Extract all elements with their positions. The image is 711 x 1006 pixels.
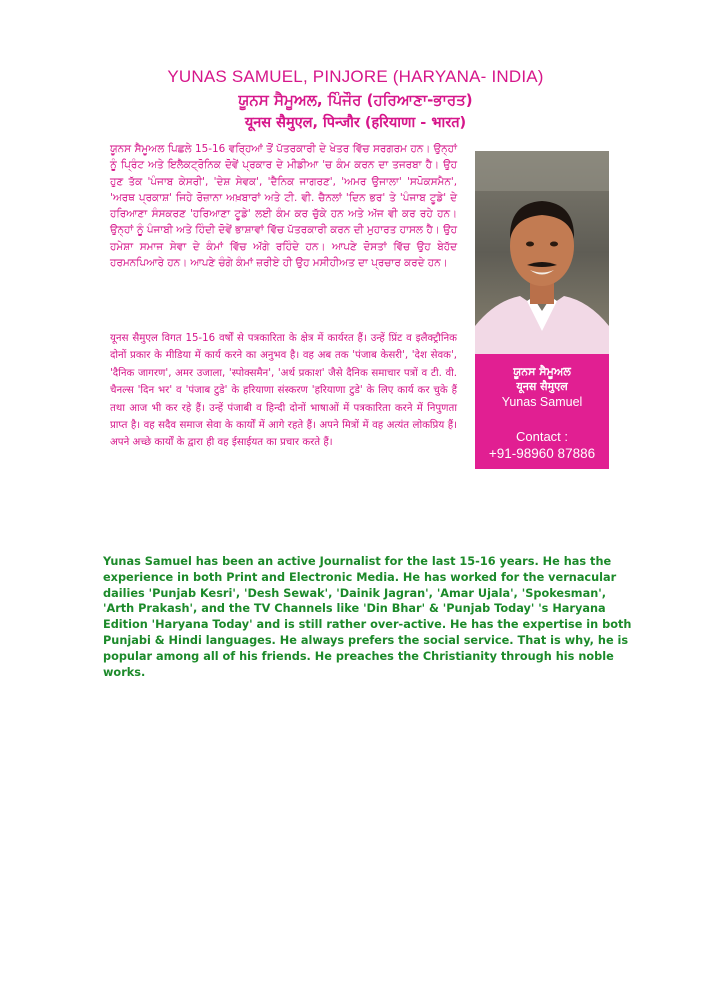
contact-label: Contact : xyxy=(515,429,569,444)
card-name-hindi: यूनस सैमुएल xyxy=(516,380,568,393)
title-english: YUNAS SAMUEL, PINJORE (HARYANA- INDIA) xyxy=(167,67,544,86)
card-name-punjabi: ਯੂਨਸ ਸੈਮੂਅਲ xyxy=(513,365,571,378)
card-name-english: Yunas Samuel xyxy=(501,395,583,409)
title-punjabi: ਯੂਨਸ ਸੈਮੂਅਲ, ਪਿੰਜੌਰ (ਹਰਿਆਣਾ-ਭਾਰਤ) xyxy=(238,91,473,109)
hindi-paragraph: यूनस सैमुएल विगत 15-16 वर्षों से पत्रकारिता के क्षेत्र में कार्यरत हैं। उन्हें प्रिंट व इलैक्ट्रौनिक दोनों प्रकार के मीडिया में कार्य करने का अनुभव है। वह अब तक 'पंजाब केसरी', 'देश सेवक', 'दैनिक जागरण', अमर उजाला, 'स्पोक्समैन', 'अर्थ प्रकाश' जैसे दैनिक समाचार पत्रों व टी. वी. चैनल्स 'दिन भर' व 'पंजाब टुडे' के हरियाणा संस्करण 'हरियाणा टुडे' के लिए कार्य कर चुके हैं तथा आज भी कर रहे हैं। उन्हें पंजाबी व हिन्दी दोनों भाषाओं में पत्रकारिता करने में निपुणता प्राप्त है। वह सदैव समाज सेवा के कार्यों में आगे रहते हैं। अपने मित्रों में वह अत्यंत लोकप्रिय हैं। अपने अच्छे कार्यों के द्वारा ही वह ईसाईयत का प्रचार करते हैं। xyxy=(110,333,457,449)
phone-number[interactable]: +91-98960 87886 xyxy=(488,446,596,461)
title-hindi: यूनस सैमुएल, पिन्जौर (हरियाणा - भारत) xyxy=(244,115,467,131)
portrait-illustration xyxy=(475,151,609,354)
title-block xyxy=(0,66,711,134)
punjabi-paragraph: ਯੂਨਸ ਸੈਮੂਅਲ ਪਿਛਲੇ 15-16 ਵਰ੍ਹਿਆਂ ਤੋਂ ਪੱਤਰਕਾਰੀ ਦੇ ਖੇਤਰ ਵਿੱਚ ਸਰਗਰਮ ਹਨ। ਉਨ੍ਹਾਂ ਨੂੰ ਪ੍ਰਿੰਟ ਅਤੇ ਇਲੈਕਟ੍ਰੋਨਿਕ ਦੋਵੇਂ ਪ੍ਰਕਾਰ ਦੇ ਮੀਡੀਆ 'ਚ ਕੰਮ ਕਰਨ ਦਾ ਤਜਰਬਾ ਹੈ। ਉਹ ਹੁਣ ਤੱਕ 'ਪੰਜਾਬ ਕੇਸਰੀ', 'ਦੇਸ਼ ਸੇਵਕ', 'ਦੈਨਿਕ ਜਾਗਰਣ', 'ਅਮਰ ਉਜਾਲਾ' 'ਸਪੋਕਸਮੈਨ', 'ਅਰਥ ਪ੍ਰਕਾਸ਼' ਜਿਹੇ ਰੋਜ਼ਾਨਾ ਅਖ਼ਬਾਰਾਂ ਅਤੇ ਟੀ. ਵੀ. ਚੈਨਲਾਂ 'ਦਿਨ ਭਰ' ਤੇ 'ਪੰਜਾਬ ਟੂਡੇ' ਦੇ ਹਰਿਆਣਾ ਸੰਸਕਰਣ 'ਹਰਿਆਣਾ ਟੂਡੇ' ਲਈ ਕੰਮ ਕਰ ਚੁੱਕੇ ਹਨ ਅਤੇ ਅੱਜ ਵੀ ਕਰ ਰਹੇ ਹਨ। ਉਨ੍ਹਾਂ ਨੂੰ ਪੰਜਾਬੀ ਅਤੇ ਹਿੰਦੀ ਦੋਵੇਂ ਭਾਸ਼ਾਵਾਂ ਵਿੱਚ ਪੱਤਰਕਾਰੀ ਕਰਨ ਦੀ ਮੁਹਾਰਤ ਹਾਸਲ ਹੈ। ਉਹ ਹਮੇਸ਼ਾ ਸਮਾਜ ਸੇਵਾ ਦੇ ਕੰਮਾਂ ਵਿੱਚ ਅੱਗੇ ਰਹਿੰਦੇ ਹਨ। ਆਪਣੇ ਦੋਸਤਾਂ ਵਿੱਚ ਉਹ ਬੇਹੱਦ ਹਰਮਨਪਿਆਰੇ ਹਨ। ਆਪਣੇ ਚੰਗੇ ਕੰਮਾਂ ਜ਼ਰੀਏ ਹੀ ਉਹ ਮਸੀਹੀਅਤ ਦਾ ਪ੍ਰਚਾਰ ਕਰਦੇ ਹਨ। xyxy=(110,143,457,270)
portrait-photo xyxy=(475,151,609,354)
english-paragraph: Yunas Samuel has been an active Journalist for the last 15-16 years. He has the experience in both Print and Electronic Media. He has worked for the vernacular dailies 'Punjab Kesri', 'Desh Sewak', 'Dainik Jagran', 'Amar Ujala', 'Spokesman', 'Arth Prakash', and the TV Channels like 'Din Bhar' & 'Punjab Today' 's Haryana Edition 'Haryana Today' and is still rather over-active. He has the expertise in both Punjabi & Hindi languages. He always prefers the social service. That is why, he is popular among all of his friends. He preaches the Christianity through his noble works. xyxy=(103,555,632,679)
contact-card xyxy=(475,354,609,469)
